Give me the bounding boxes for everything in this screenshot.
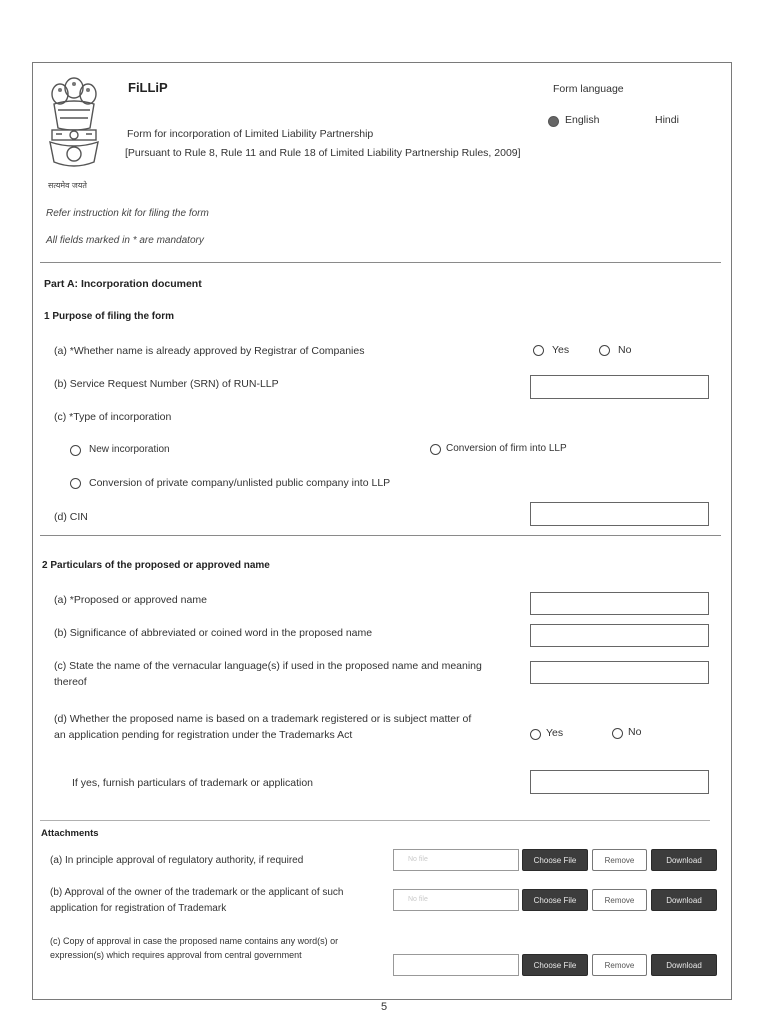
- divider: [40, 820, 710, 821]
- new-incorporation-label: New incorporation: [89, 444, 170, 455]
- q1d-label: (d) CIN: [54, 511, 88, 523]
- cin-input[interactable]: [530, 502, 709, 526]
- mandatory-note: All fields marked in * are mandatory: [46, 235, 204, 246]
- srn-input[interactable]: [530, 375, 709, 399]
- q1a-no-label: No: [618, 344, 632, 356]
- form-rule: [Pursuant to Rule 8, Rule 11 and Rule 18 of Limited Liability Partnership Rules, 2009]: [125, 147, 521, 159]
- attachment-a-remove-button[interactable]: Remove: [592, 849, 647, 871]
- q2d-yes-label: Yes: [546, 727, 564, 739]
- q1a-yes-radio[interactable]: [533, 345, 544, 356]
- attachment-b-label: (b) Approval of the owner of the trademark or the applicant of such application for registration of Trademark: [50, 887, 344, 914]
- app-name: FiLLiP: [128, 80, 168, 95]
- new-incorporation-radio[interactable]: [70, 445, 81, 456]
- trademark-particulars-input[interactable]: [530, 770, 709, 794]
- q2e-label: If yes, furnish particulars of trademark or application: [72, 777, 314, 789]
- q1a-no-radio[interactable]: [599, 345, 610, 356]
- conversion-company-label: Conversion of private company/unlisted public company into LLP: [89, 477, 391, 489]
- q1a-yes-label: Yes: [552, 344, 570, 356]
- section-1-title: 1 Purpose of filing the form: [44, 311, 175, 322]
- instruction-note: Refer instruction kit for filing the form: [46, 208, 209, 219]
- attachment-a-download-button[interactable]: Download: [651, 849, 717, 871]
- attachment-b-download-button[interactable]: Download: [651, 889, 717, 911]
- attachment-b-choose-file-button[interactable]: Choose File: [522, 889, 588, 911]
- form-title: Form for incorporation of Limited Liability Partnership: [127, 128, 374, 140]
- conversion-firm-label: Conversion of firm into LLP: [446, 443, 567, 454]
- q2d-no-label: No: [628, 726, 642, 738]
- significance-input[interactable]: [530, 624, 709, 647]
- attachment-b-file-field[interactable]: No file: [393, 889, 519, 911]
- attachment-c-choose-file-button[interactable]: Choose File: [522, 954, 588, 976]
- divider: [40, 535, 721, 536]
- conversion-firm-radio[interactable]: [430, 444, 441, 455]
- national-emblem-icon: [44, 70, 104, 178]
- vernacular-input[interactable]: [530, 661, 709, 684]
- english-radio[interactable]: [548, 116, 559, 127]
- conversion-company-radio[interactable]: [70, 478, 81, 489]
- attachment-c-file-field[interactable]: [393, 954, 519, 976]
- attachment-c-download-button[interactable]: Download: [651, 954, 717, 976]
- english-label: English: [565, 114, 600, 126]
- hindi-label[interactable]: Hindi: [655, 114, 679, 126]
- q1c-label: (c) *Type of incorporation: [54, 411, 172, 423]
- q2a-label: (a) *Proposed or approved name: [54, 594, 207, 606]
- form-language-label: Form language: [553, 83, 624, 95]
- q2d-yes-radio[interactable]: [530, 729, 541, 740]
- page-number: 5: [380, 1001, 388, 1013]
- q1b-label: (b) Service Request Number (SRN) of RUN-LLP: [54, 378, 279, 390]
- attachment-b-remove-button[interactable]: Remove: [592, 889, 647, 911]
- part-a-title: Part A: Incorporation document: [44, 278, 202, 290]
- attachment-a-label: (a) In principle approval of regulatory authority, if required: [50, 855, 304, 866]
- attachment-a-file-field[interactable]: No file: [393, 849, 519, 871]
- attachment-c-label: (c) Copy of approval in case the proposed name contains any word(s) or expression(s) which requires approval from central government: [50, 936, 339, 960]
- q2c-label: (c) State the name of the vernacular language(s) if used in the proposed name and meaning thereof: [54, 660, 482, 688]
- proposed-name-input[interactable]: [530, 592, 709, 615]
- attachment-a-choose-file-button[interactable]: Choose File: [522, 849, 588, 871]
- q2d-label: (d) Whether the proposed name is based on a trademark registered or is subject matter of an application pending for registration under the Trademarks Act: [54, 713, 472, 741]
- attachment-c-remove-button[interactable]: Remove: [592, 954, 647, 976]
- q2d-no-radio[interactable]: [612, 728, 623, 739]
- attachments-title: Attachments: [41, 828, 99, 839]
- q1a-label: (a) *Whether name is already approved by Registrar of Companies: [54, 345, 365, 357]
- emblem-motto: सत्यमेव जयते: [48, 181, 87, 190]
- q2b-label: (b) Significance of abbreviated or coined word in the proposed name: [54, 627, 373, 639]
- divider: [40, 262, 721, 263]
- section-2-title: 2 Particulars of the proposed or approved name: [42, 560, 270, 571]
